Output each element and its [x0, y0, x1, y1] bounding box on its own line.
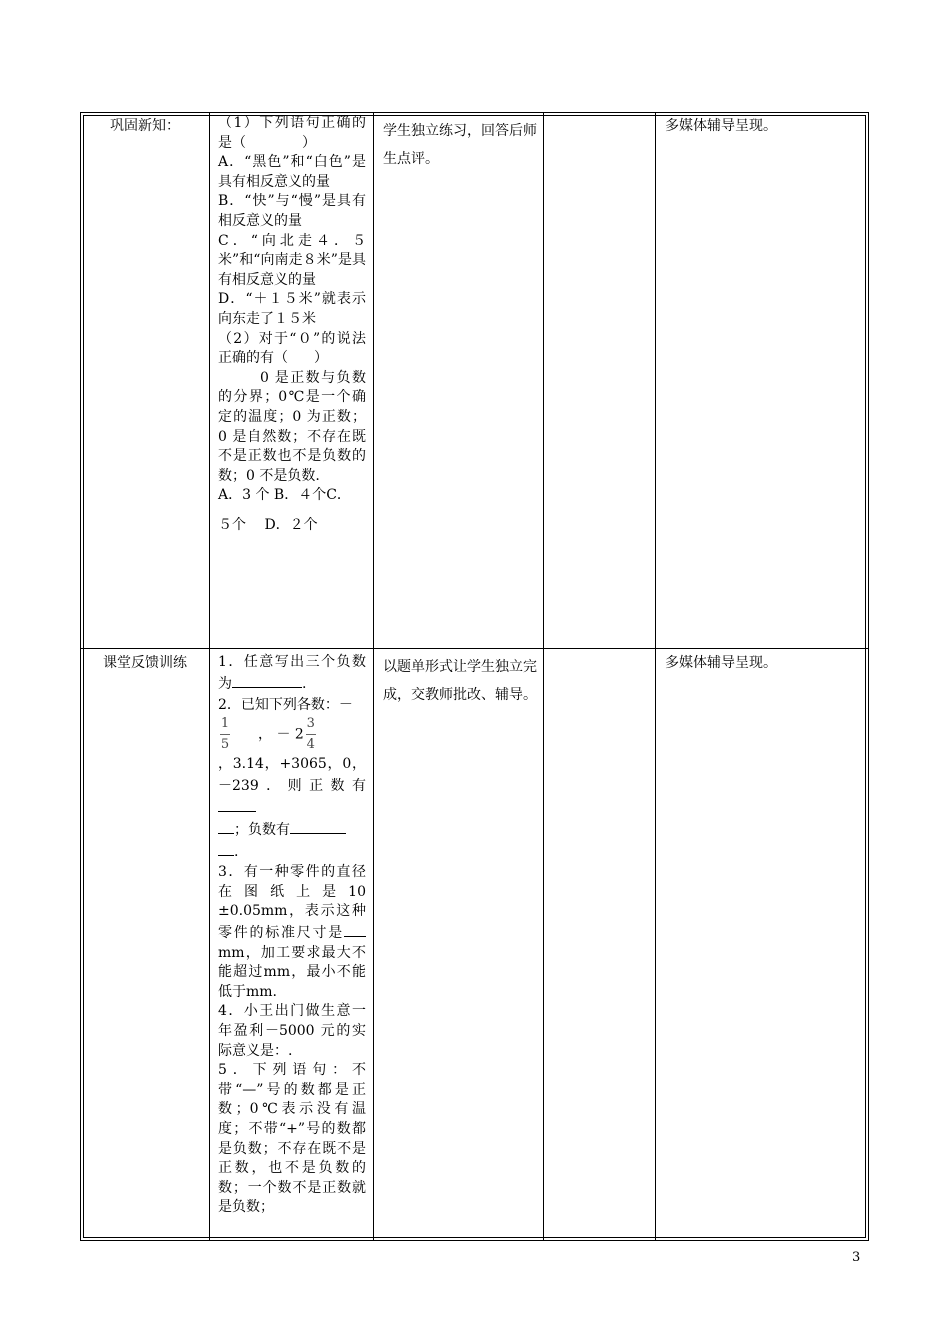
row-label: 巩固新知：	[110, 118, 180, 134]
row-label: 课堂反馈训练	[103, 655, 187, 671]
column-divider	[209, 113, 210, 1240]
column-divider	[373, 113, 374, 1240]
option-c: C．“向北走４．５米”和“向南走８米”是具有相反意义的量	[218, 232, 366, 288]
answer-choices: ５个 D．２个	[218, 516, 318, 533]
exercise-4: 4．小王出门做生意一年盈利－5000 元的实际意义是：.	[218, 1003, 366, 1059]
question-2-body: 0 是正数与负数的分界；0℃是一个确定的温度；0 为正数；0 是自然数；不存在既不是正数也不是负数的数；0 不是负数.	[218, 369, 366, 484]
exercise-5: 5．下列语句：不带“—”号的数都是正数；0℃表示没有温度；不带“+”号的数都是负数；不存在既不是正数，也不是负数的数；一个数不是正数就是负数；	[218, 1062, 366, 1216]
exercise-3: 3．有一种零件的直径在图纸上是10 ±0.05mm，表示这种零件的标准尺寸是mm，加工要求最大不能超过mm，最小不能低于mm.	[218, 864, 366, 1000]
lesson-table	[80, 112, 869, 1241]
question-cell	[218, 653, 366, 1218]
option-a: A．“黑色”和“白色”是具有相反意义的量	[218, 154, 366, 190]
teaching-note: 多媒体辅导呈现。	[665, 655, 777, 671]
exercise-1: 1．任意写出三个负数为 .	[218, 654, 366, 692]
option-d: D．“＋１５米”就表示向东走了１５米	[218, 291, 366, 327]
column-divider	[655, 113, 656, 1240]
student-activity: 以题单形式让学生独立完成，交教师批改、辅导。	[383, 659, 537, 703]
page-number: 3	[852, 1250, 861, 1265]
fraction: $\frac{1}{5}$	[220, 716, 230, 753]
teaching-note: 多媒体辅导呈现。	[665, 118, 777, 134]
option-b: B．“快”与“慢”是具有相反意义的量	[218, 193, 366, 229]
question-1: （1）下列语句正确的是（ ）	[218, 115, 366, 151]
student-activity: 学生独立练习，回答后师生点评。	[383, 123, 537, 167]
column-divider	[543, 113, 544, 1240]
answer-choices: A．3 个 B．４个C．	[218, 487, 351, 504]
exercise-2: 2．已知下列各数：－ $\frac{1}{5}$ ， － 2 $\frac{3}{4}$ ，3.14，+3065，0，－239．则正数有 ；负数有 .	[218, 697, 366, 861]
question-cell	[218, 114, 366, 535]
question-2: （2）对于“０”的说法正确的有（ ）	[218, 330, 366, 367]
row-divider	[81, 648, 868, 649]
fraction: $\frac{3}{4}$	[306, 716, 315, 753]
